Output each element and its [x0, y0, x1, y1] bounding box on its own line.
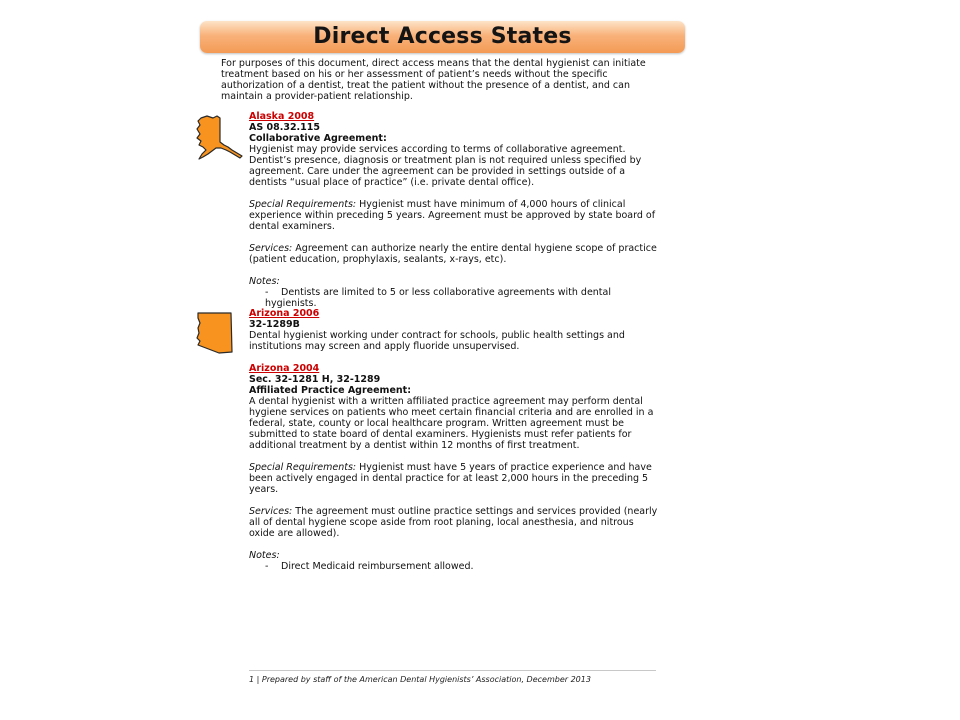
arizona-2006-heading-link[interactable]: Arizona 2006 [249, 308, 320, 319]
alaska-agreement-title: Collaborative Agreement: [249, 133, 387, 144]
services-label: Services: [249, 506, 293, 517]
arizona-2004-note [249, 561, 661, 572]
arizona-2004-statute: Sec. 32-1281 H, 32-1289 [249, 374, 381, 385]
note-dash: - [265, 561, 269, 572]
arizona-2004-notes-label: Notes: [249, 550, 280, 561]
services-text: The agreement must outline practice settings and services provided (nearly all of dental hygiene scope aside from root planing, local anesthesia, and nitrous oxide are allowed). [249, 506, 658, 539]
arizona-2006-description: Dental hygienist working under contract for schools, public health settings and institutions may screen and apply fluoride unsupervised. [249, 330, 625, 352]
alaska-heading-link[interactable]: Alaska 2008 [249, 111, 315, 122]
note-text: Dentists are limited to 5 or less collaborative agreements with dental hygienists. [265, 287, 611, 309]
arizona-2004-services [249, 506, 661, 539]
arizona-map-icon [194, 310, 236, 356]
special-requirements-label: Special Requirements: [249, 462, 357, 473]
alaska-notes-label: Notes: [249, 276, 280, 287]
footer-divider [249, 670, 656, 671]
arizona-2006-statute: 32-1289B [249, 319, 300, 330]
alaska-statute: AS 08.32.115 [249, 122, 320, 133]
arizona-2004-agreement-title: Affiliated Practice Agreement: [249, 385, 412, 396]
special-requirements-text: Hygienist must have minimum of 4,000 hours of clinical experience within preceding 5 years. Agreement must be approved by state board of dental examiners. [249, 199, 656, 232]
special-requirements-text: Hygienist must have 5 years of practice experience and have been actively engaged in dental practice for at least 2,000 hours in the preceding 5 years. [249, 462, 652, 495]
arizona-2004-heading-link[interactable]: Arizona 2004 [249, 363, 320, 374]
intro-paragraph: For purposes of this document, direct access means that the dental hygienist can initiate treatment based on his or her assessment of patient’s needs without the specific authorization of a dentist, treat the patient without the presence of a dentist, and can maintain a provider-patient relationship. [221, 58, 646, 102]
alaska-special-requirements [249, 199, 661, 232]
services-label: Services: [249, 243, 293, 254]
note-text: Direct Medicaid reimbursement allowed. [281, 561, 474, 572]
alaska-description: Hygienist may provide services according to terms of collaborative agreement. Dentist’s presence, diagnosis or treatment plan is not required unless specified by agreement. Care under the agreement can be provided in settings outside of a dentists “usual place of practice” (i.e. private dental office). [249, 144, 642, 188]
page-footer: 1 | Prepared by staff of the American Dental Hygienists’ Association, December 2013 [249, 675, 591, 684]
alaska-section [249, 111, 661, 309]
arizona-2004-description: A dental hygienist with a written affiliated practice agreement may perform dental hygiene services on patients who meet certain financial criteria and are enrolled in a federal, state, county or local healthcare program. Written agreement must be submitted to state board of dental examiners. Hygienists must refer patients for additional treatment by a dentist within 12 months of first treatment. [249, 396, 654, 451]
services-text: Agreement can authorize nearly the entire dental hygiene scope of practice (patient education, prophylaxis, sealants, x-rays, etc). [249, 243, 657, 265]
arizona-2006-section [249, 308, 661, 352]
note-dash: - [265, 287, 269, 298]
title-banner [200, 21, 685, 53]
alaska-map-icon [193, 114, 245, 162]
special-requirements-label: Special Requirements: [249, 199, 357, 210]
arizona-2004-section [249, 363, 661, 572]
alaska-services [249, 243, 661, 265]
page-title: Direct Access States [313, 24, 572, 49]
alaska-note [249, 287, 661, 309]
arizona-2004-special-requirements [249, 462, 661, 495]
